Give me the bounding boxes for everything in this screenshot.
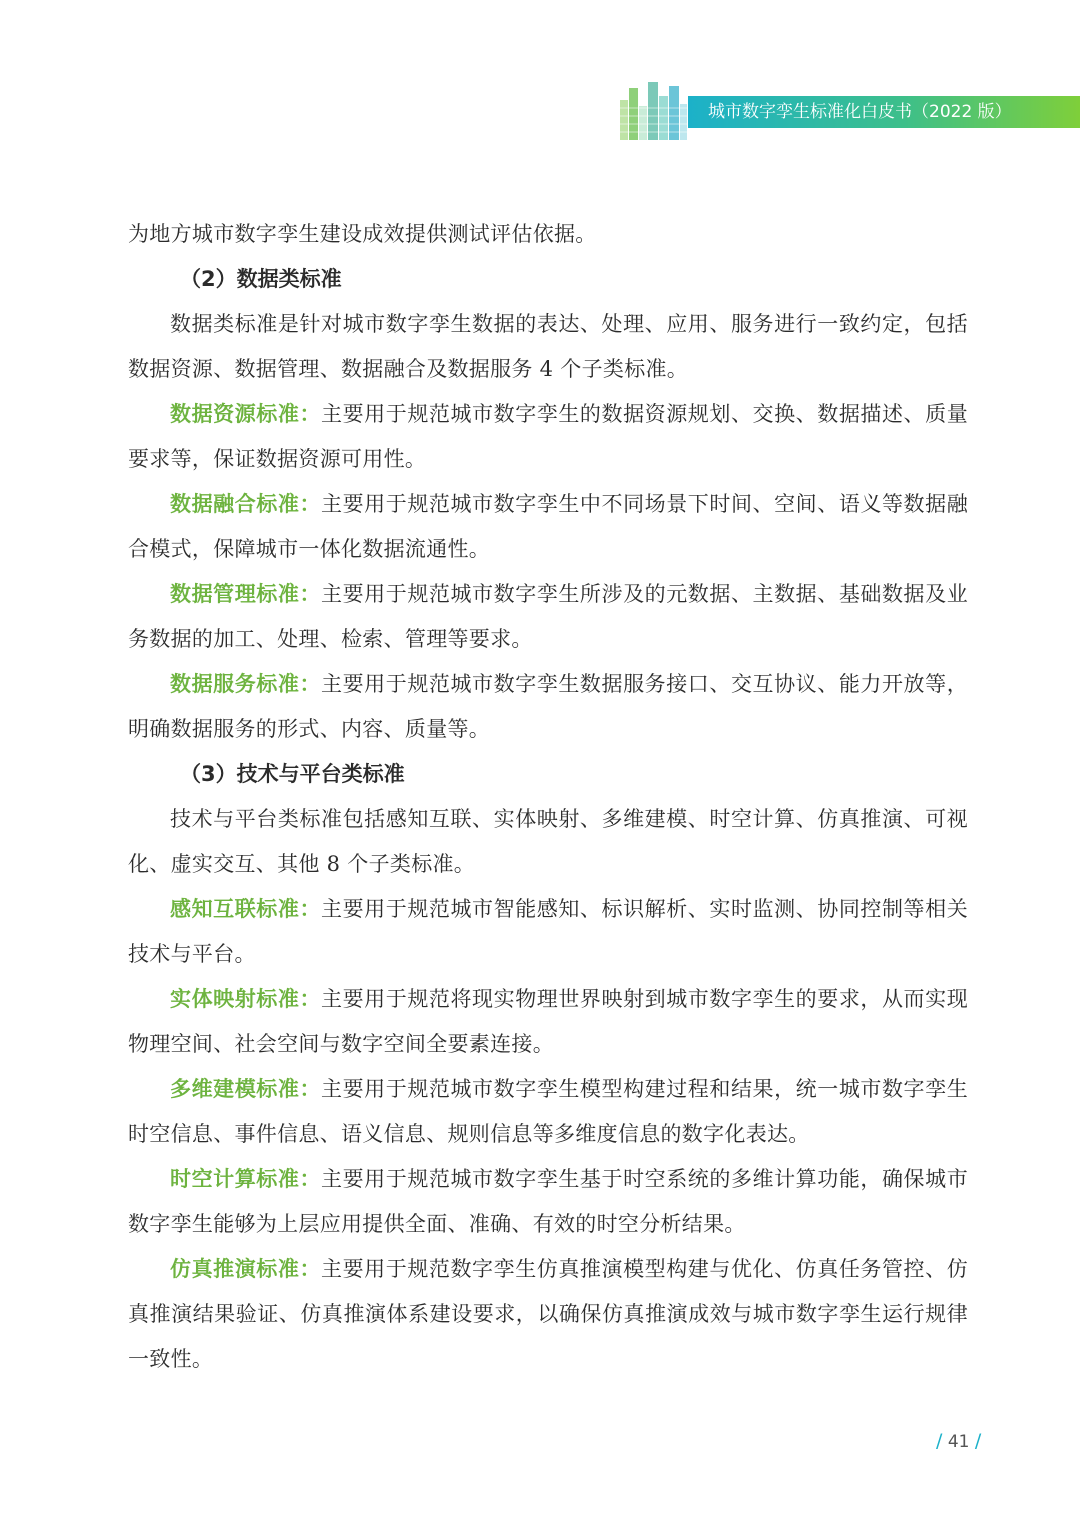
term-entity-mapping-standard: 实体映射标准： <box>170 987 322 1011</box>
text-multidim-modeling-standard: 主要用于规范城市数字孪生模型构建过程和结果，统一城市数字孪生时空信息、事件信息、语义信息、规则信息等多维度信息的数字化表达。 <box>128 1077 968 1146</box>
paragraph-entity-mapping-standard <box>128 977 968 1067</box>
paragraph-simulation-standard <box>128 1247 968 1382</box>
term-data-fusion-standard: 数据融合标准： <box>170 492 322 516</box>
term-data-management-standard: 数据管理标准： <box>170 582 322 606</box>
city-buildings-logo-icon <box>616 78 688 142</box>
page-number-value: 41 <box>947 1432 970 1452</box>
paragraph-sensing-interconnect-standard <box>128 887 968 977</box>
section-heading-tech-platform-standards: （3）技术与平台类标准 <box>180 762 405 786</box>
paragraph-multidim-modeling-standard <box>128 1067 968 1157</box>
slash-left-icon: / <box>936 1430 943 1452</box>
text-spatiotemporal-computing-standard: 主要用于规范城市数字孪生基于时空系统的多维计算功能，确保城市数字孪生能够为上层应用提供全面、准确、有效的时空分析结果。 <box>128 1167 968 1236</box>
slash-right-icon: / <box>974 1430 982 1452</box>
document-title: 城市数字孪生标准化白皮书（2022 版） <box>708 102 1012 122</box>
section-overview-data-standards: 数据类标准是针对城市数字孪生数据的表达、处理、应用、服务进行一致约定，包括数据资源、数据管理、数据融合及数据服务 4 个子类标准。 <box>128 312 968 381</box>
term-spatiotemporal-computing-standard: 时空计算标准： <box>170 1167 322 1191</box>
text-data-service-standard: 主要用于规范城市数字孪生数据服务接口、交互协议、能力开放等，明确数据服务的形式、内容、质量等。 <box>128 672 968 741</box>
term-data-service-standard: 数据服务标准： <box>170 672 322 696</box>
text-simulation-standard: 主要用于规范数字孪生仿真推演模型构建与优化、仿真任务管控、仿真推演结果验证、仿真推演体系建设要求，以确保仿真推演成效与城市数字孪生运行规律一致性。 <box>128 1257 968 1371</box>
paragraph-spatiotemporal-computing-standard <box>128 1157 968 1247</box>
term-simulation-standard: 仿真推演标准： <box>170 1257 322 1281</box>
paragraph-data-fusion-standard <box>128 482 968 572</box>
text-entity-mapping-standard: 主要用于规范将现实物理世界映射到城市数字孪生的要求，从而实现物理空间、社会空间与数字空间全要素连接。 <box>128 987 968 1056</box>
term-data-resource-standard: 数据资源标准： <box>170 402 322 426</box>
section-overview-tech-platform-standards: 技术与平台类标准包括感知互联、实体映射、多维建模、时空计算、仿真推演、可视化、虚实交互、其他 8 个子类标准。 <box>128 807 968 876</box>
paragraph-data-management-standard <box>128 572 968 662</box>
page-number <box>936 1430 981 1452</box>
text-data-resource-standard: 主要用于规范城市数字孪生的数据资源规划、交换、数据描述、质量要求等，保证数据资源可用性。 <box>128 402 968 471</box>
term-sensing-interconnect-standard: 感知互联标准： <box>170 897 322 921</box>
text-sensing-interconnect-standard: 主要用于规范城市智能感知、标识解析、实时监测、协同控制等相关技术与平台。 <box>128 897 968 966</box>
text-data-fusion-standard: 主要用于规范城市数字孪生中不同场景下时间、空间、语义等数据融合模式，保障城市一体化数据流通性。 <box>128 492 968 561</box>
page-header <box>0 0 1080 150</box>
page-content <box>128 212 968 1382</box>
term-multidim-modeling-standard: 多维建模标准： <box>170 1077 322 1101</box>
paragraph-data-resource-standard <box>128 392 968 482</box>
paragraph-data-service-standard <box>128 662 968 752</box>
section-heading-data-standards: （2）数据类标准 <box>180 267 342 291</box>
intro-line: 为地方城市数字孪生建设成效提供测试评估依据。 <box>128 222 597 246</box>
text-data-management-standard: 主要用于规范城市数字孪生所涉及的元数据、主数据、基础数据及业务数据的加工、处理、检索、管理等要求。 <box>128 582 968 651</box>
